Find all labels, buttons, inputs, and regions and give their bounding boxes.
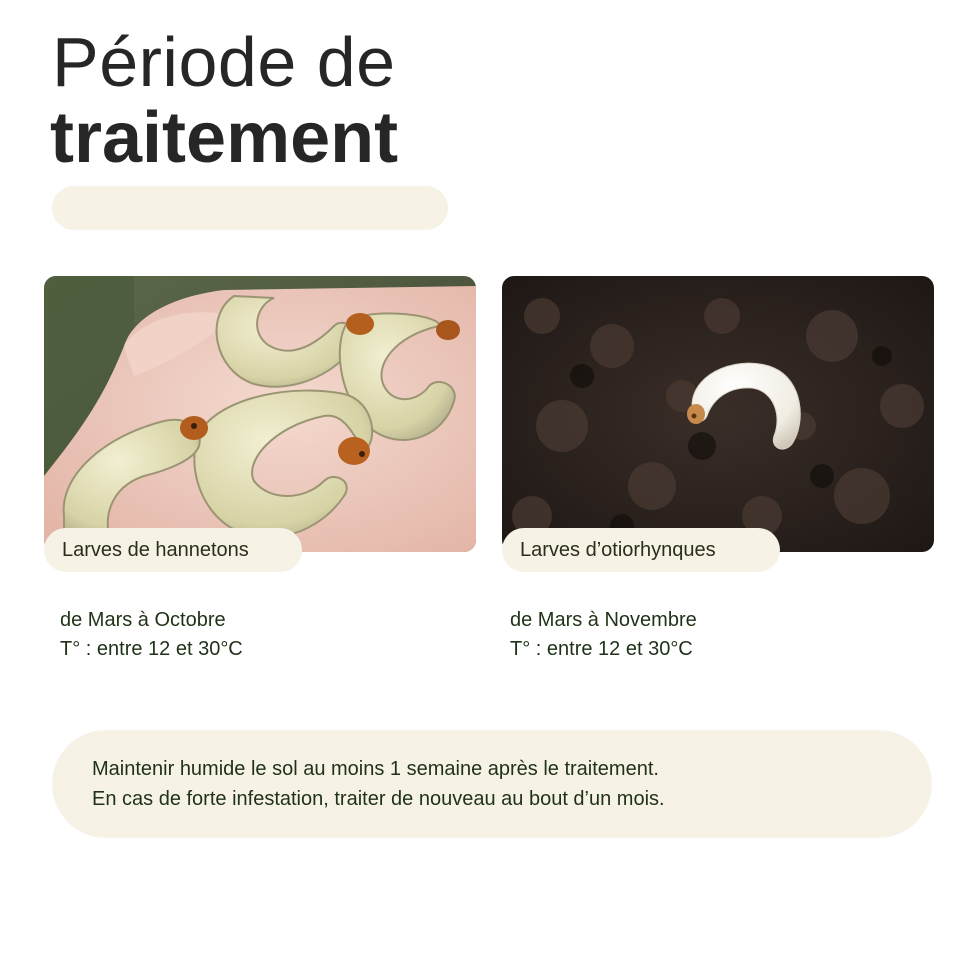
card-label-otiorhynques: Larves d’otiorhynques [502,528,780,572]
period-months-otiorhynques: de Mars à Novembre [510,609,697,631]
note-text [92,754,665,814]
note-line-1: Maintenir humide le sol au moins 1 semaine après le traitement. [92,758,659,780]
period-temperature-hannetons: T° : entre 12 et 30°C [60,638,243,660]
period-temperature-otiorhynques: T° : entre 12 et 30°C [510,638,693,660]
card-image-otiorhynques [502,276,934,552]
weevil-larva-in-soil-image [502,276,934,552]
white-grubs-on-hand-image [44,276,476,552]
period-months-hannetons: de Mars à Octobre [60,609,226,631]
note-line-2: En cas de forte infestation, traiter de nouveau au bout d’un mois. [92,788,665,810]
page-title-light: Période de [52,23,396,101]
title-underline-pill [52,186,448,230]
period-hannetons [60,606,243,664]
card-label-hannetons: Larves de hannetons [44,528,302,572]
page-title-bold: traitement [50,98,399,178]
card-image-hannetons [44,276,476,552]
period-otiorhynques [510,606,697,664]
